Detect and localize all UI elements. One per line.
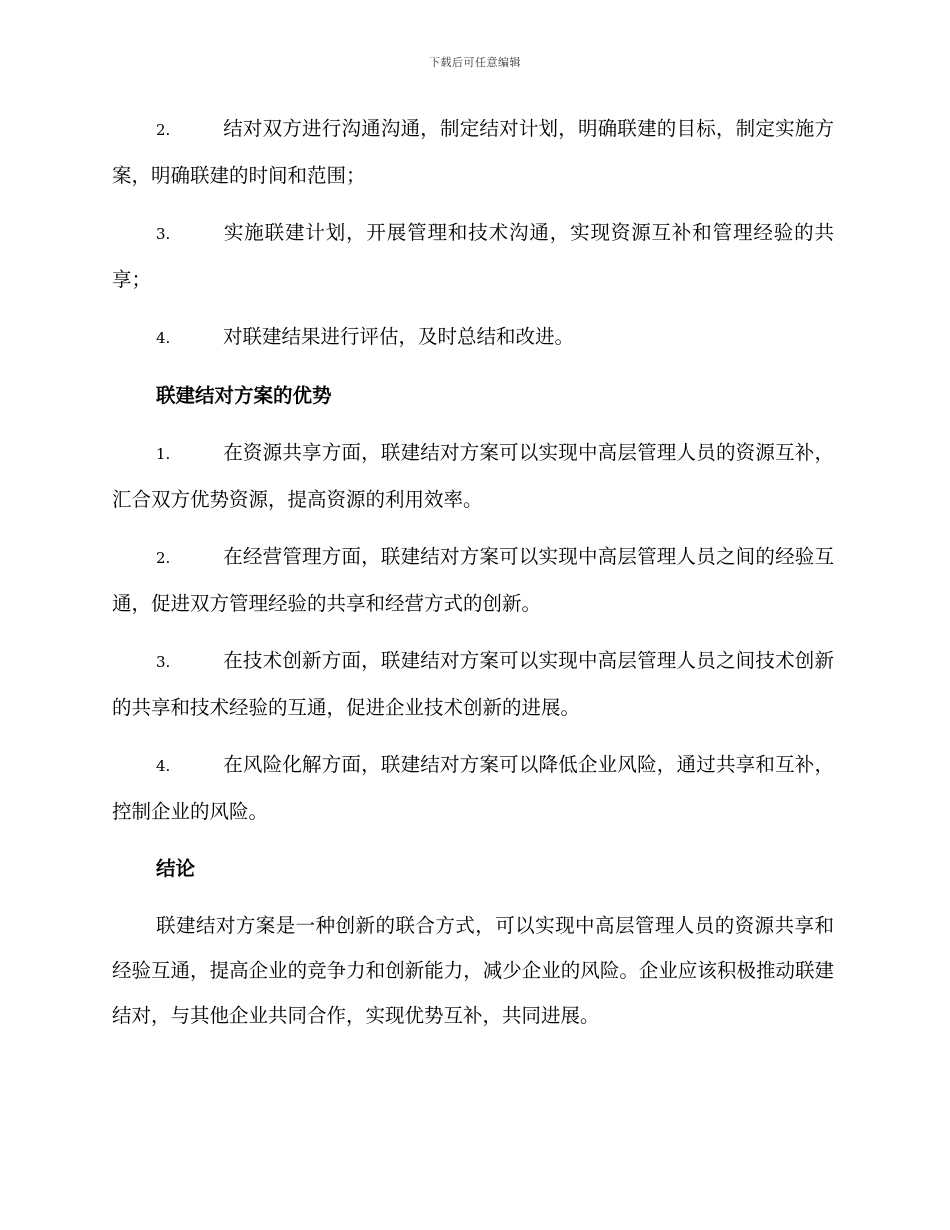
section-heading-advantages: 联建结对方案的优势	[156, 384, 332, 407]
list-item-text: 对联建结果进行评估，及时总结和改进。	[223, 325, 575, 348]
list-number: 2.	[156, 121, 171, 139]
list-item-text: 在资源共享方面，联建结对方案可以实现中高层管理人员的资源互补，汇合双方优势资源，提高资源的利用效率。	[112, 441, 834, 511]
list-item	[112, 742, 834, 834]
list-number: 3.	[156, 653, 171, 671]
list-item	[112, 314, 834, 361]
list-item	[112, 534, 834, 626]
page-header-note: 下载后可任意编辑	[429, 56, 521, 69]
list-number: 3.	[156, 225, 171, 243]
list-number: 2.	[156, 549, 171, 567]
list-item	[112, 210, 834, 302]
list-item	[112, 106, 834, 198]
list-item-text: 在风险化解方面，联建结对方案可以降低企业风险，通过共享和互补，控制企业的风险。	[112, 753, 834, 823]
conclusion-paragraph: 联建结对方案是一种创新的联合方式，可以实现中高层管理人员的资源共享和经验互通，提高企业的竞争力和创新能力，减少企业的风险。企业应该积极推动联建结对，与其他企业共同合作，实现优势互补，共同进展。	[112, 914, 834, 1027]
list-item-text: 实施联建计划，开展管理和技术沟通，实现资源互补和管理经验的共享；	[112, 221, 834, 291]
list-item	[112, 430, 834, 522]
list-number: 4.	[156, 757, 171, 775]
list-item-text: 在经营管理方面，联建结对方案可以实现中高层管理人员之间的经验互通，促进双方管理经验的共享和经营方式的创新。	[112, 545, 834, 615]
list-item-text: 结对双方进行沟通沟通，制定结对计划，明确联建的目标，制定实施方案，明确联建的时间和范围；	[112, 117, 834, 187]
list-number: 1.	[156, 445, 171, 463]
list-item-text: 在技术创新方面，联建结对方案可以实现中高层管理人员之间技术创新的共享和技术经验的互通，促进企业技术创新的进展。	[112, 649, 834, 719]
list-number: 4.	[156, 329, 171, 347]
list-item	[112, 638, 834, 730]
section-heading-conclusion: 结论	[156, 857, 196, 880]
document-body	[112, 106, 834, 1038]
